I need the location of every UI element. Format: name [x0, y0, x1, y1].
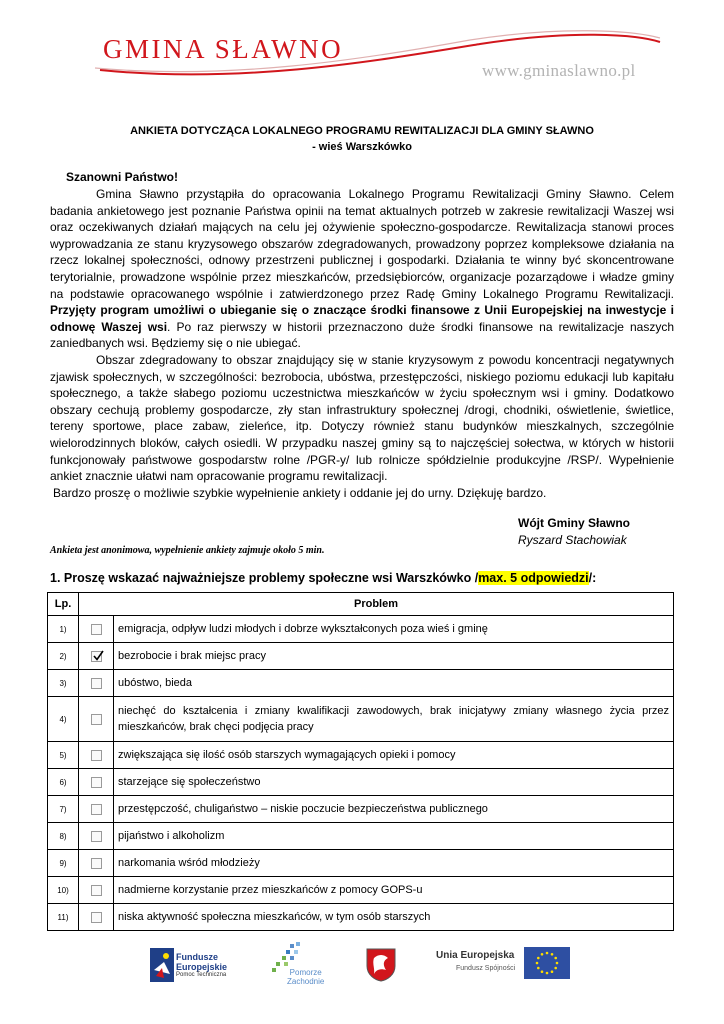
table-row	[48, 796, 674, 823]
closing-line: Bardzo proszę o możliwie szybkie wypełnienie ankiety i oddanie jej do urny. Dziękuję bardzo.	[53, 485, 547, 500]
paragraph-1-bold: Przyjęty program umożliwi o ubieganie się o znaczące środki finansowe z Unii Europejskiej na inwestycje i odnowę Waszej wsi	[50, 303, 674, 334]
problem-text: narkomania wśród młodzieży	[114, 850, 674, 877]
letter-body	[50, 186, 674, 501]
problem-text: emigracja, odpływ ludzi młodych i dobrze wykształconych poza wieś i gminę	[114, 616, 674, 643]
paragraph-1-tail: . Po raz pierwszy w historii przeznaczono duże środki finansowe na rewitalizacje naszych zaniedbanych wsi. Będziemy się o nie ubiegać.	[50, 319, 675, 351]
eu-flag-icon	[524, 947, 570, 979]
column-header-lp: Lp.	[48, 593, 79, 616]
problem-text: nadmierne korzystanie przez mieszkańców z pomocy GOPS-u	[114, 877, 674, 904]
signature	[518, 515, 630, 549]
problem-text: niska aktywność społeczna mieszkańców, w tym osób starszych	[114, 904, 674, 931]
row-number: 1)	[48, 616, 79, 643]
problem-text: pijaństwo i alkoholizm	[114, 823, 674, 850]
paragraph-1	[50, 186, 674, 352]
table-row	[48, 616, 674, 643]
signature-name: Ryszard Stachowiak	[518, 533, 627, 547]
answer-checkbox[interactable]	[91, 777, 102, 788]
row-number: 9)	[48, 850, 79, 877]
problem-text: bezrobocie i brak miejsc pracy	[114, 643, 674, 670]
pomorze-line-2: Zachodnie	[287, 977, 325, 986]
checkbox-cell	[79, 670, 114, 697]
answer-checkbox[interactable]	[91, 912, 102, 923]
question-1	[50, 571, 596, 585]
answer-checkbox[interactable]	[91, 804, 102, 815]
signature-title: Wójt Gminy Sławno	[518, 516, 631, 530]
row-number: 6)	[48, 769, 79, 796]
footer-logos	[0, 940, 724, 1000]
brand-title: GMINA SŁAWNO	[103, 34, 344, 64]
checkbox-cell	[79, 616, 114, 643]
pomorze-label	[287, 968, 324, 986]
checkbox-cell	[79, 823, 114, 850]
row-number: 8)	[48, 823, 79, 850]
table-row	[48, 850, 674, 877]
answer-checkbox[interactable]	[91, 651, 102, 662]
row-number: 4)	[48, 697, 79, 742]
pomorze-line-1: Pomorze	[289, 968, 322, 977]
column-header-problem: Problem	[79, 593, 674, 616]
question-suffix: /:	[588, 571, 597, 585]
checkbox-cell	[79, 697, 114, 742]
fe-title-line-1: Fundusze	[176, 952, 218, 962]
answer-checkbox[interactable]	[91, 885, 102, 896]
answer-checkbox[interactable]	[91, 714, 102, 725]
checkmark-icon	[92, 650, 104, 662]
checkbox-cell	[79, 796, 114, 823]
eu-subtitle: Fundusz Spójności	[456, 965, 516, 972]
question-highlight: max. 5 odpowiedzi	[478, 571, 589, 585]
anonymity-note: Ankieta jest anonimowa, wypełnienie ankiety zajmuje około 5 min.	[50, 545, 325, 556]
table-row	[48, 742, 674, 769]
problem-text: starzejące się społeczeństwo	[114, 769, 674, 796]
paragraph-1-text: Gmina Sławno przystąpiła do opracowania Lokalnego Programu Rewitalizacji Gminy Sławno. Celem badania ankietowego jest poznanie Państwa opinii na temat aktualnych potrzeb w zakresie rewitalizacji Waszej wsi oraz oczekiwanych działań mających na celu jej ożywienie społeczno-gospodarcze. Rewitalizacja stanowi proces wyprowadzania ze stanu kryzysowego obszarów zdegradowanych, prowadzony poprzez kompleksowe działania na rzecz lokalnej społeczności, odnowy przestrzeni publicznej i gospodarki. Działania te winny być skoncentrowane terytorialnie, prowadzone wspólnie przez mieszkańców, przedsiębiorców, organizacje pozarządowe i władze gminy na podstawie opracowanego wspólnie i zatwierdzonego przez Radę Gminy Lokalnego Programu Rewitalizacji.	[50, 187, 674, 301]
table-row	[48, 769, 674, 796]
row-number: 3)	[48, 670, 79, 697]
checkbox-cell	[79, 742, 114, 769]
fe-subtitle: Pomoc Techniczna	[176, 972, 227, 978]
checkbox-cell	[79, 877, 114, 904]
table-row	[48, 877, 674, 904]
fe-title	[176, 952, 227, 972]
fundusze-europejskie-logo	[150, 948, 174, 982]
page-header	[0, 0, 724, 95]
problems-table	[47, 592, 674, 931]
title-line-2: - wieś Warszkówko	[312, 141, 412, 153]
checkbox-cell	[79, 643, 114, 670]
table-row	[48, 670, 674, 697]
answer-checkbox[interactable]	[91, 624, 102, 635]
row-number: 11)	[48, 904, 79, 931]
website-url: www.gminaslawno.pl	[482, 61, 636, 80]
document-title	[50, 123, 674, 155]
row-number: 10)	[48, 877, 79, 904]
answer-checkbox[interactable]	[91, 678, 102, 689]
paragraph-2: Obszar zdegradowany to obszar znajdujący się w stanie kryzysowym z powodu koncentracji negatywnych zjawisk społecznych, w szczególności: bezrobocia, ubóstwa, przestępczości, niskiego poziomu edukacji lub kapitału społecznego, a także słabego poziomu uczestnictwa mieszkańców w życiu społecznym wsi i gminy. Dodatkowo obszary cechują problemy gospodarcze, zły stan infrastruktury społecznej /drogi, chodniki, oświetlenie, świetlice, tereny sportowe, place zabaw, zieleńce, itp. Dotyczy również stanu budynków mieszkalnych, szczególnie wielorodzinnych bloków, całych osiedli. W przypadku naszej gminy są to najczęściej sołectwa, w których w historii funkcjonowały państwowe gospodarstw rolne /PGR-y/ lub rolnicze spółdzielnie produkcyjne /RSP/. Wypełnienie ankiet znacznie ułatwi nam opracowanie programu rewitalizacji.	[50, 352, 674, 484]
table-header-row	[48, 593, 674, 616]
answer-checkbox[interactable]	[91, 831, 102, 842]
checkbox-cell	[79, 850, 114, 877]
problem-text: niechęć do kształcenia i zmiany kwalifikacji zawodowych, brak inicjatywy zmiany własnego życia przez mieszkańców, brak chęci podjęcia pracy	[114, 697, 674, 742]
table-row	[48, 904, 674, 931]
title-line-1: ANKIETA DOTYCZĄCA LOKALNEGO PROGRAMU REWITALIZACJI DLA GMINY SŁAWNO	[130, 125, 594, 137]
table-row	[48, 643, 674, 670]
eu-title: Unia Europejska	[436, 950, 515, 961]
row-number: 5)	[48, 742, 79, 769]
question-text: 1. Proszę wskazać najważniejsze problemy społeczne wsi Warszkówko /	[50, 571, 479, 585]
table-row	[48, 697, 674, 742]
checkbox-cell	[79, 769, 114, 796]
problem-text: zwiększająca się ilość osób starszych wymagających opieki i pomocy	[114, 742, 674, 769]
row-number: 2)	[48, 643, 79, 670]
problem-text: ubóstwo, bieda	[114, 670, 674, 697]
greeting: Szanowni Państwo!	[66, 170, 179, 184]
table-row	[48, 823, 674, 850]
problem-text: przestępczość, chuligaństwo – niskie poczucie bezpieczeństwa publicznego	[114, 796, 674, 823]
row-number: 7)	[48, 796, 79, 823]
answer-checkbox[interactable]	[91, 858, 102, 869]
checkbox-cell	[79, 904, 114, 931]
answer-checkbox[interactable]	[91, 750, 102, 761]
gmina-coat-of-arms	[366, 948, 396, 982]
fe-title-line-2: Europejskie	[176, 962, 228, 972]
